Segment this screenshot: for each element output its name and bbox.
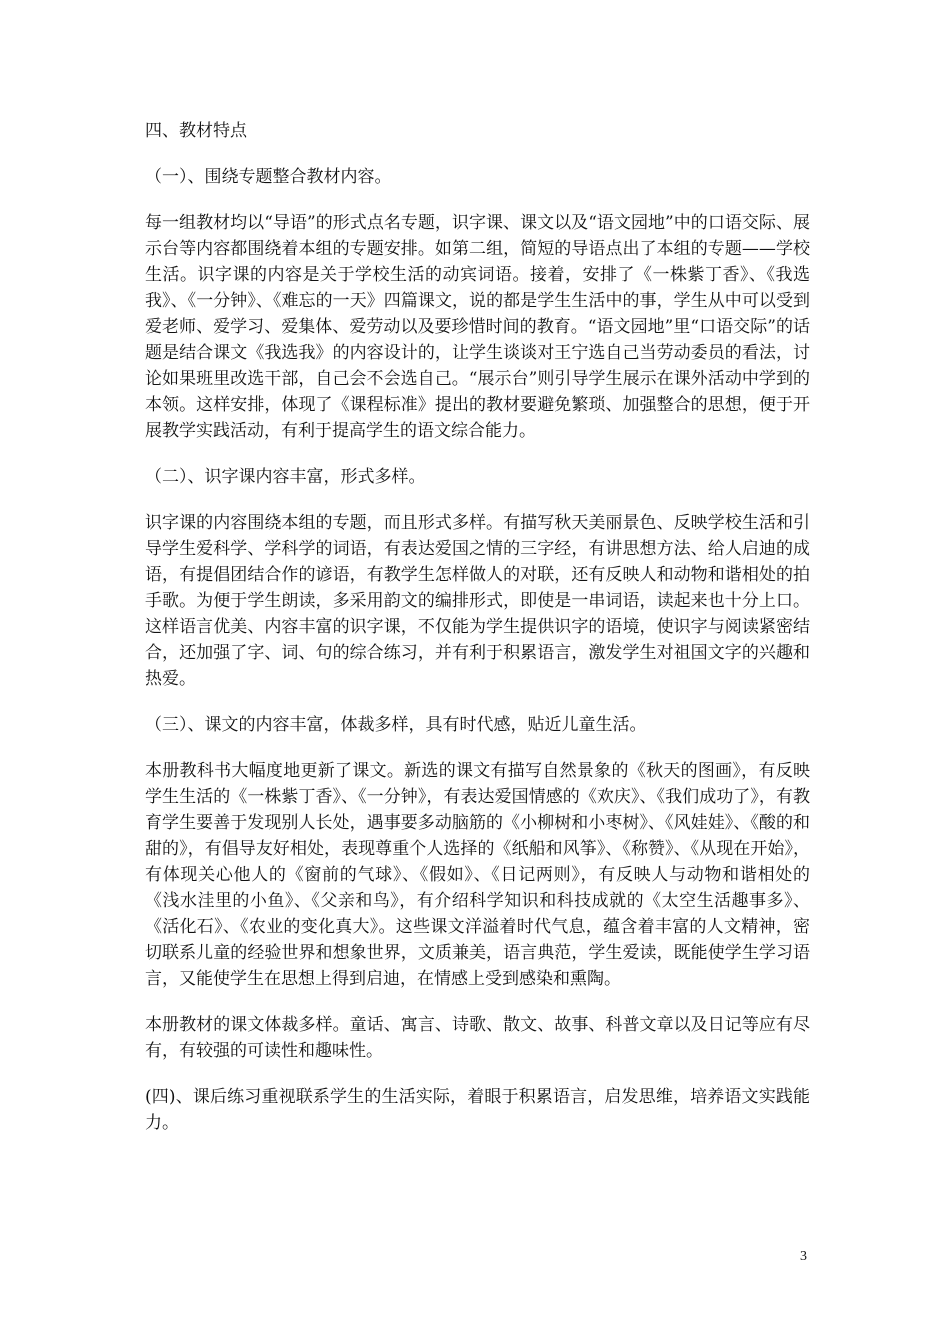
subheading-3: （三）、课文的内容丰富，体裁多样，具有时代感，贴近儿童生活。 — [145, 715, 647, 735]
page-number: 3 — [800, 1249, 807, 1264]
paragraph-5: (四)、课后练习重视联系学生的生活实际，着眼于积累语言，启发思维，培养语文实践能力。 — [145, 1087, 810, 1133]
paragraph-1: 每一组教材均以“导语”的形式点名专题，识字课、课文以及“语文园地”中的口语交际、展示台等内容都围绕着本组的专题安排。如第二组，简短的导语点出了本组的专题——学校生活。识字课的内容是关于学校生活的动宾词语。接着，安排了《一株紫丁香》、《我选我》、《一分钟》、《难忘的一天》四篇课文，说的都是学生生活中的事，学生从中可以受到爱老师、爱学习、爱集体、爱劳动以及要珍惜时间的教育。“语文园地”里“口语交际”的话题是结合课文《我选我》的内容设计的，让学生谈谈对王宁选自己当劳动委员的看法，讨论如果班里改选干部，自己会不会选自己。“展示台”则引导学生展示在课外活动中学到的本领。这样安排，体现了《课程标准》提出的教材要避免繁琐、加强整合的思想，便于开展教学实践活动，有利于提高学生的语文综合能力。 — [145, 213, 810, 441]
subheading-2: （二）、识字课内容丰富，形式多样。 — [145, 467, 426, 487]
document-body — [145, 118, 810, 1156]
paragraph-4: 本册教材的课文体裁多样。童话、寓言、诗歌、散文、故事、科普文章以及日记等应有尽有，有较强的可读性和趣味性。 — [145, 1015, 810, 1061]
paragraph-3: 本册教科书大幅度地更新了课文。新选的课文有描写自然景象的《秋天的图画》，有反映学生生活的《一株紫丁香》、《一分钟》，有表达爱国情感的《欢庆》、《我们成功了》，有教育学生要善于发现别人长处，遇事要多动脑筋的《小柳树和小枣树》、《风娃娃》、《酸的和甜的》，有倡导友好相处，表现尊重个人选择的《纸船和风筝》、《称赞》、《从现在开始》，有体现关心他人的《窗前的气球》、《假如》、《日记两则》，有反映人与动物和谐相处的《浅水洼里的小鱼》、《父亲和鸟》，有介绍科学知识和科技成就的《太空生活趣事多》、《活化石》、《农业的变化真大》。这些课文洋溢着时代气息，蕴含着丰富的人文精神，密切联系儿童的经验世界和想象世界，文质兼美，语言典范，学生爱读，既能使学生学习语言，又能使学生在思想上得到启迪，在情感上受到感染和熏陶。 — [145, 761, 810, 989]
subheading-1: （一）、围绕专题整合教材内容。 — [145, 167, 392, 187]
paragraph-2: 识字课的内容围绕本组的专题，而且形式多样。有描写秋天美丽景色、反映学校生活和引导学生爱科学、学科学的词语，有表达爱国之情的三字经，有讲思想方法、给人启迪的成语，有提倡团结合作的谚语，有教学生怎样做人的对联，还有反映人和动物和谐相处的拍手歌。为便于学生朗读，多采用韵文的编排形式，即使是一串词语，读起来也十分上口。这样语言优美、内容丰富的识字课，不仅能为学生提供识字的语境，使识字与阅读紧密结合，还加强了字、词、句的综合练习，并有利于积累语言，激发学生对祖国文字的兴趣和热爱。 — [145, 513, 810, 689]
section-title: 四、教材特点 — [145, 121, 247, 141]
